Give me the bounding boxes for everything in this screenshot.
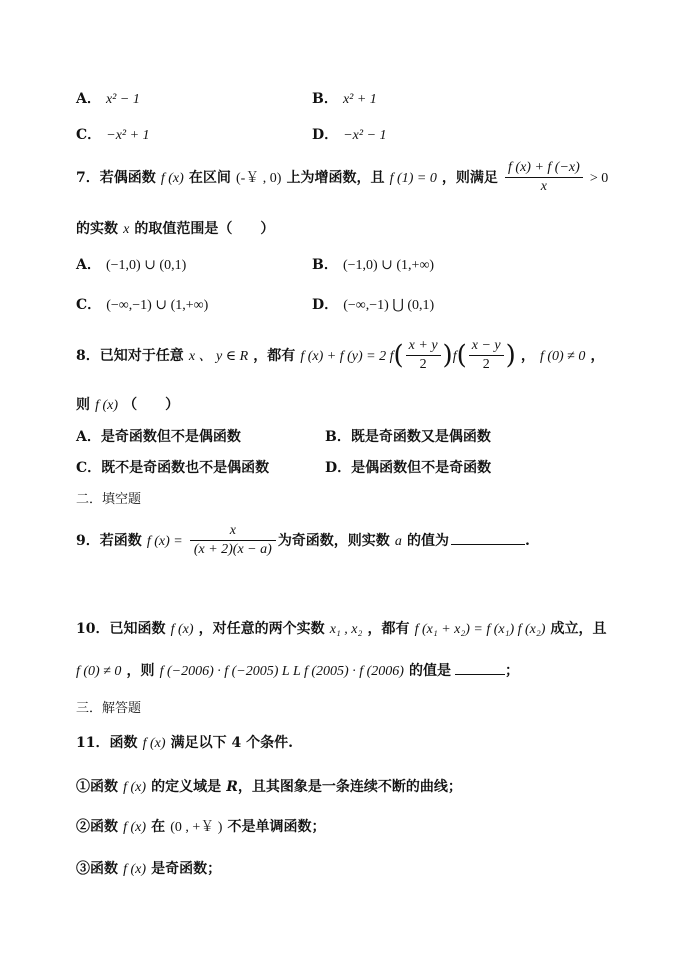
q7-text: 的取值范围是（ ） xyxy=(134,221,275,237)
q8-function: f xyxy=(452,349,457,364)
q11-text: 满足以下 4 个条件. xyxy=(170,735,293,751)
option-label: B． xyxy=(312,91,338,107)
paren-close: ) xyxy=(442,340,453,371)
fraction-denominator: 2 xyxy=(482,357,490,372)
q6-option-c xyxy=(76,124,150,144)
q7-function: f (x) xyxy=(160,171,184,186)
q8-option-d: D．是偶函数但不是奇函数 xyxy=(325,460,492,476)
q7-inequality: > 0 xyxy=(589,171,609,186)
q11-function: f (x) xyxy=(123,780,147,795)
option-expression: (−1,0) ∪ (1,+∞) xyxy=(342,258,435,273)
q10-text: ，都有 xyxy=(367,621,410,637)
q11-text: 在 xyxy=(151,819,166,835)
q11-interval: (0 , +￥ ) xyxy=(170,820,223,835)
q6-option-a xyxy=(76,88,140,108)
q10-text: ，则 xyxy=(126,663,155,679)
q8-condition: f (0) ≠ 0 xyxy=(539,349,586,364)
q11-function: f (x) xyxy=(123,820,147,835)
q9-text: 的值为 xyxy=(407,533,449,549)
q8-text: ， xyxy=(590,348,605,364)
q11-condition-3 xyxy=(76,858,221,878)
q10-product: f (−2006) · f (−2005) L L f (2005) · f (2006) xyxy=(159,664,404,679)
option-label: A． xyxy=(76,91,101,107)
option-expression: (−1,0) ∪ (0,1) xyxy=(105,258,187,273)
option-label: D． xyxy=(312,297,339,313)
q10-variables: x₁ , x₂ xyxy=(329,622,363,637)
q10-stem xyxy=(76,618,607,638)
option-expression: −x² − 1 xyxy=(343,128,387,143)
q11-function: f (x) xyxy=(123,862,147,877)
q11-text: ②函数 xyxy=(76,819,118,835)
q7-option-b xyxy=(312,254,434,274)
q7-stem-line2 xyxy=(76,218,274,238)
q7-text: ，则满足 xyxy=(441,170,498,186)
option-label: C． xyxy=(76,127,102,143)
q7-option-c xyxy=(76,294,208,314)
option-label: B． xyxy=(312,257,338,273)
option-label: A． xyxy=(76,257,101,273)
q10-text: ，对任意的两个实数 xyxy=(198,621,325,637)
paren-close: ) xyxy=(505,340,516,371)
q7-variable: x xyxy=(123,222,130,237)
q11-text: 的定义域是 xyxy=(151,779,222,795)
q9-variable: a xyxy=(394,534,402,549)
q8-lhs: f (x) + f (y) = 2 f xyxy=(300,349,394,364)
fraction-numerator: f (x) + f (−x) xyxy=(505,160,583,178)
q8-option-c: C．既不是奇函数也不是偶函数 xyxy=(76,460,270,476)
q7-interval: (-￥ , 0) xyxy=(235,171,282,186)
option-expression: (−∞,−1) ∪ (1,+∞) xyxy=(106,298,209,313)
q8-option-b: B．既是奇函数又是偶函数 xyxy=(325,429,491,445)
fraction-numerator: x + y xyxy=(406,338,441,356)
q7-text: 上为增函数，且 xyxy=(286,170,385,186)
q9-end: . xyxy=(525,533,530,549)
q7-text: 7．若偶函数 xyxy=(76,170,156,186)
q11-text: 不是单调函数； xyxy=(227,819,326,835)
q7-text: 在区间 xyxy=(188,170,231,186)
q9-lhs: f (x) = xyxy=(146,534,183,549)
option-expression: x² + 1 xyxy=(342,92,377,107)
q8-fraction-2 xyxy=(469,338,504,373)
q6-option-b xyxy=(312,88,377,108)
section-heading: 三．解答题 xyxy=(76,701,142,716)
q10-stem-line2 xyxy=(76,660,519,680)
q8-text: ， xyxy=(520,348,535,364)
q8-stem xyxy=(76,338,604,373)
q9-fraction xyxy=(190,523,276,558)
q8-fraction-1 xyxy=(406,338,441,373)
q11-condition-2 xyxy=(76,816,326,836)
option-expression: x² − 1 xyxy=(105,92,140,107)
fraction-denominator: (x + 2)(x − a) xyxy=(193,542,272,557)
q8-text: 则 xyxy=(76,397,90,413)
q10-end: ； xyxy=(505,663,520,679)
q10-text: 的值是 xyxy=(409,663,452,679)
q11-text: ①函数 xyxy=(76,779,118,795)
q10-condition: f (0) ≠ 0 xyxy=(76,664,122,679)
section-heading: 二．填空题 xyxy=(76,492,142,507)
q11-condition-1 xyxy=(76,776,462,796)
q7-fraction xyxy=(505,160,583,195)
q10-text: 成立，且 xyxy=(550,621,607,637)
option-label: C． xyxy=(76,297,102,313)
q11-text: ，且其图象是一条连续不断的曲线； xyxy=(237,779,462,795)
q8-text: ，都有 xyxy=(253,348,296,364)
fraction-denominator: x xyxy=(540,179,547,194)
option-expression: (−∞,−1) ⋃ (0,1) xyxy=(343,298,435,313)
q11-text: ③函数 xyxy=(76,861,118,877)
answer-blank[interactable] xyxy=(455,674,505,675)
q11-domain-r: R xyxy=(226,779,238,795)
q7-condition: f (1) = 0 xyxy=(389,171,437,186)
q8-option-a: A．是奇函数但不是偶函数 xyxy=(76,429,241,445)
q7-option-d xyxy=(312,294,434,314)
q6-option-d xyxy=(312,124,387,144)
q10-function: f (x) xyxy=(170,622,194,637)
q11-stem xyxy=(76,732,293,752)
fraction-denominator: 2 xyxy=(419,357,427,372)
option-label: D． xyxy=(312,127,339,143)
q7-text: 的实数 xyxy=(76,221,118,237)
q9-stem xyxy=(76,523,530,558)
q10-equation: f (x₁ + x₂) = f (x₁) f (x₂) xyxy=(414,622,546,637)
option-expression: −x² + 1 xyxy=(106,128,150,143)
q9-text: 为奇函数，则实数 xyxy=(277,533,390,549)
q7-stem xyxy=(76,160,608,195)
q9-text: 9．若函数 xyxy=(76,533,142,549)
q7-option-a xyxy=(76,254,186,274)
q8-variables: x 、 y ∈ R xyxy=(188,349,249,364)
q11-text: 是奇函数； xyxy=(151,861,222,877)
answer-blank[interactable] xyxy=(451,544,525,545)
paren-open: ( xyxy=(393,340,404,371)
q8-text: （ ） xyxy=(123,397,180,413)
q8-text: 8．已知对于任意 xyxy=(76,348,184,364)
fraction-numerator: x − y xyxy=(469,338,504,356)
fraction-numerator: x xyxy=(190,523,276,541)
q8-function-fx: f (x) xyxy=(95,398,119,413)
q8-stem-line2 xyxy=(76,394,179,414)
q10-text: 10．已知函数 xyxy=(76,621,166,637)
q11-text: 11．函数 xyxy=(76,735,138,751)
paren-open: ( xyxy=(456,340,467,371)
q11-function: f (x) xyxy=(142,736,166,751)
